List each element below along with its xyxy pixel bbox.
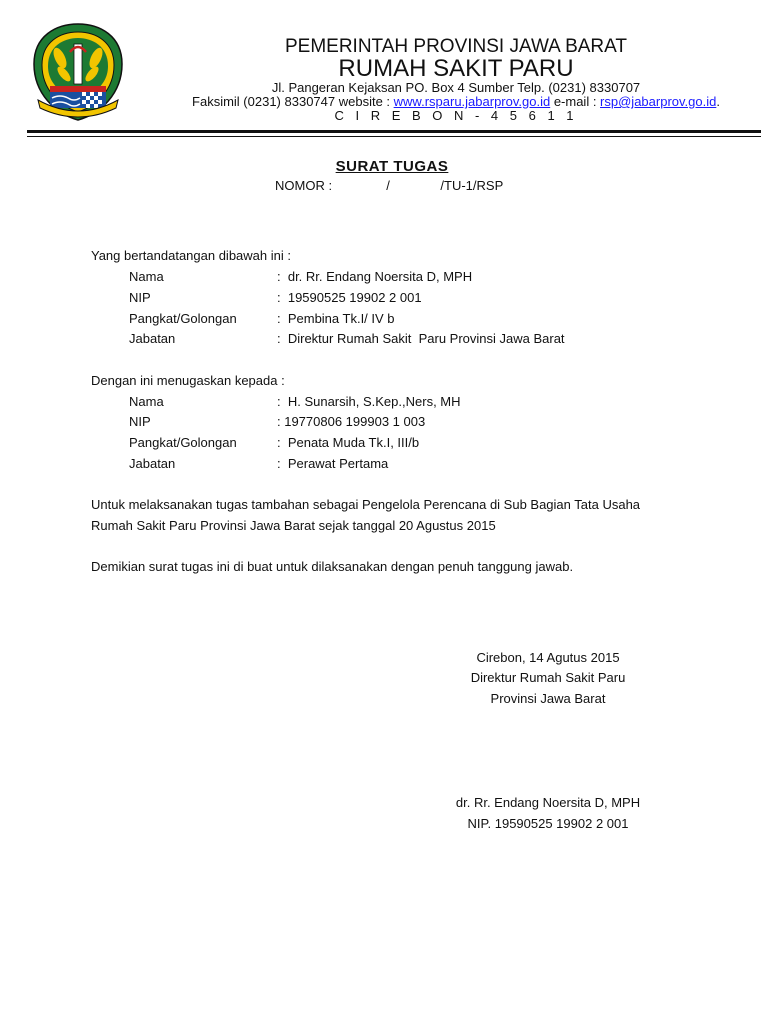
letterhead-institution: RUMAH SAKIT PARU	[338, 55, 574, 82]
signature-place-date: Cirebon, 14 Agutus 2015	[476, 650, 620, 665]
letterhead-contact	[150, 94, 762, 109]
assignee-nip-value: : 19770806 199903 1 003	[277, 414, 426, 429]
west-java-emblem-icon	[30, 22, 126, 122]
assignee-rank-label: Pangkat/Golongan	[129, 435, 237, 450]
email-label: e-mail :	[550, 94, 601, 109]
signer-position-label: Jabatan	[129, 331, 176, 346]
signer-name-label: Nama	[129, 269, 164, 284]
assignee-rank-value: : Penata Muda Tk.I, III/b	[277, 435, 420, 450]
assignee-name-value: : H. Sunarsih, S.Kep.,Ners, MH	[277, 394, 461, 409]
assignee-position-value: : Perawat Pertama	[277, 456, 389, 471]
assignee-name-label: Nama	[129, 394, 164, 409]
signer-rank-label: Pangkat/Golongan	[129, 311, 237, 326]
signer-name-value: : dr. Rr. Endang Noersita D, MPH	[277, 269, 473, 284]
signer-rank-value: : Pembina Tk.I/ IV b	[277, 311, 395, 326]
document-number: NOMOR : / /TU-1/RSP	[275, 178, 504, 193]
letterhead-city-postal: C I R E B O N - 4 5 6 1 1	[334, 108, 578, 123]
assignee-nip-label: NIP	[129, 414, 151, 429]
signature-nip: NIP. 19590525 19902 2 001	[467, 816, 629, 831]
signature-position-line-2: Provinsi Jawa Barat	[490, 691, 606, 706]
letterhead-address: Jl. Pangeran Kejaksan PO. Box 4 Sumber Telp. (0231) 8330707	[271, 80, 641, 95]
intro-text: Yang bertandatangan dibawah ini :	[91, 248, 291, 263]
email-link[interactable]: rsp@jabarprov.go.id	[600, 94, 717, 109]
task-line-1: Untuk melaksanakan tugas tambahan sebagai Pengelola Perencana di Sub Bagian Tata Usaha	[91, 497, 641, 512]
task-line-2: Rumah Sakit Paru Provinsi Jawa Barat sejak tanggal 20 Agustus 2015	[91, 518, 496, 533]
signer-nip-value: : 19590525 19902 2 001	[277, 290, 422, 305]
document-title-text: SURAT TUGAS	[335, 158, 449, 175]
letterhead-divider-thick	[27, 130, 761, 133]
signature-name: dr. Rr. Endang Noersita D, MPH	[455, 795, 641, 810]
assignee-position-label: Jabatan	[129, 456, 176, 471]
letterhead-divider-thin	[27, 136, 761, 137]
document-title	[0, 158, 768, 175]
signer-position-value: : Direktur Rumah Sakit Paru Provinsi Jawa Barat	[277, 331, 565, 346]
email-suffix: .	[716, 94, 720, 109]
closing-text: Demikian surat tugas ini di buat untuk dilaksanakan dengan penuh tanggung jawab.	[91, 559, 574, 574]
signature-position-line-1: Direktur Rumah Sakit Paru	[470, 670, 626, 685]
signer-nip-label: NIP	[129, 290, 151, 305]
fax-text: Faksimil (0231) 8330747 website :	[192, 94, 394, 109]
assign-intro-text: Dengan ini menugaskan kepada :	[91, 373, 285, 388]
website-link[interactable]: www.rsparu.jabarprov.go.id	[393, 94, 551, 109]
letterhead-government: PEMERINTAH PROVINSI JAWA BARAT	[284, 36, 628, 57]
